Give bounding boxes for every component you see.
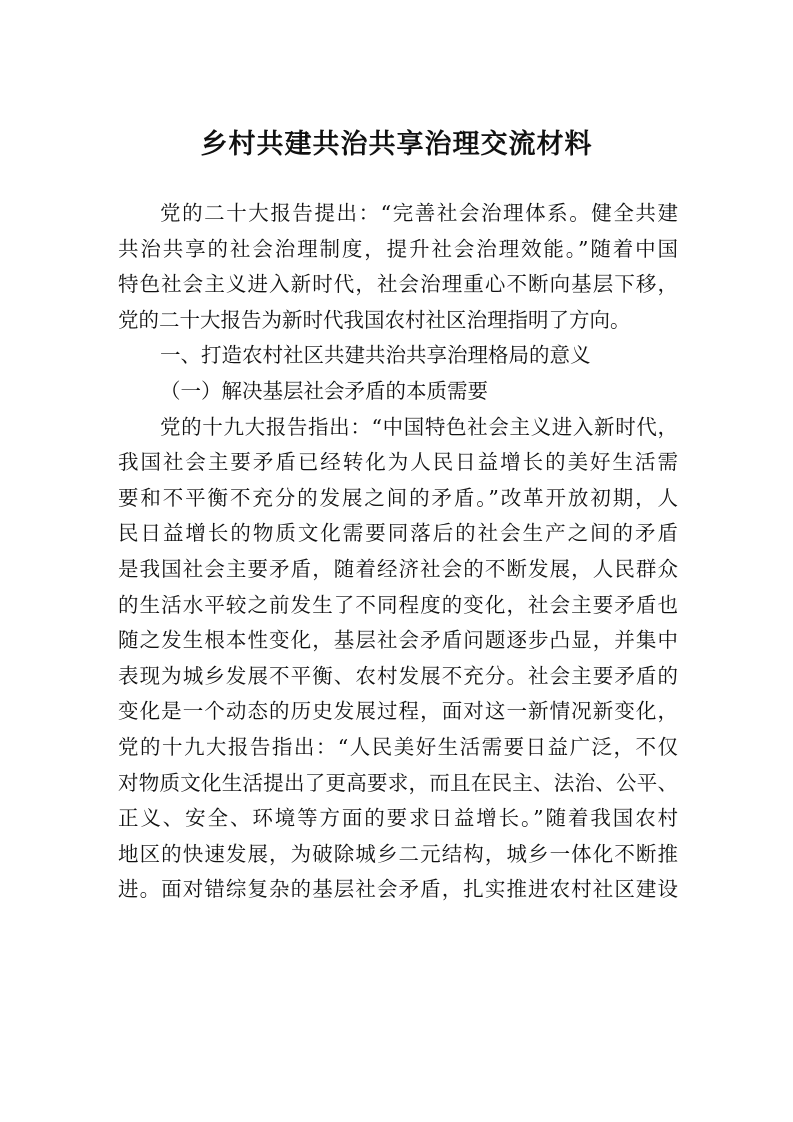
- text-line: 党的二十大报告为新时代我国农村社区治理指明了方向。: [118, 307, 631, 332]
- text-line: 特色社会主义进入新时代，社会治理重心不断向基层下移，: [118, 272, 678, 297]
- text-line: 进。面对错综复杂的基层社会矛盾，扎实推进农村社区建设: [118, 877, 678, 902]
- text-line: 是我国社会主要矛盾，随着经济社会的不断发展，人民群众: [118, 556, 678, 581]
- text-line: 对物质文化生活提出了更高要求，而且在民主、法治、公平、: [118, 770, 678, 795]
- text-line: 要和不平衡不充分的发展之间的矛盾。”改革开放初期，人: [118, 485, 678, 510]
- text-line: 随之发生根本性变化，基层社会矛盾问题逐步凸显，并集中: [118, 628, 678, 653]
- text-line: 变化是一个动态的历史发展过程，面对这一新情况新变化，: [118, 699, 678, 724]
- text-line: 一、打造农村社区共建共治共享治理格局的意义: [160, 343, 591, 368]
- text-line: 党的十九大报告指出：“中国特色社会主义进入新时代，: [160, 414, 678, 439]
- text-line: 民日益增长的物质文化需要同落后的社会生产之间的矛盾: [118, 521, 678, 546]
- text-line: 地区的快速发展，为破除城乡二元结构，城乡一体化不断推: [118, 841, 678, 866]
- text-line: 党的十九大报告指出：“人民美好生活需要日益广泛，不仅: [118, 734, 678, 759]
- text-line: 共治共享的社会治理制度，提升社会治理效能。”随着中国: [118, 236, 678, 261]
- text-line: 我国社会主要矛盾已经转化为人民日益增长的美好生活需: [118, 450, 678, 475]
- text-line: 表现为城乡发展不平衡、农村发展不充分。社会主要矛盾的: [118, 663, 678, 688]
- text-line: 的生活水平较之前发生了不同程度的变化，社会主要矛盾也: [118, 592, 678, 617]
- text-line: 正义、安全、环境等方面的要求日益增长。”随着我国农村: [118, 806, 678, 831]
- text-line: 党的二十大报告提出：“完善社会治理体系。健全共建: [160, 201, 678, 225]
- text-line: （一）解决基层社会矛盾的本质需要: [160, 378, 488, 403]
- document-body: [118, 196, 678, 908]
- document-title: 乡村共建共治共享治理交流材料: [200, 129, 593, 160]
